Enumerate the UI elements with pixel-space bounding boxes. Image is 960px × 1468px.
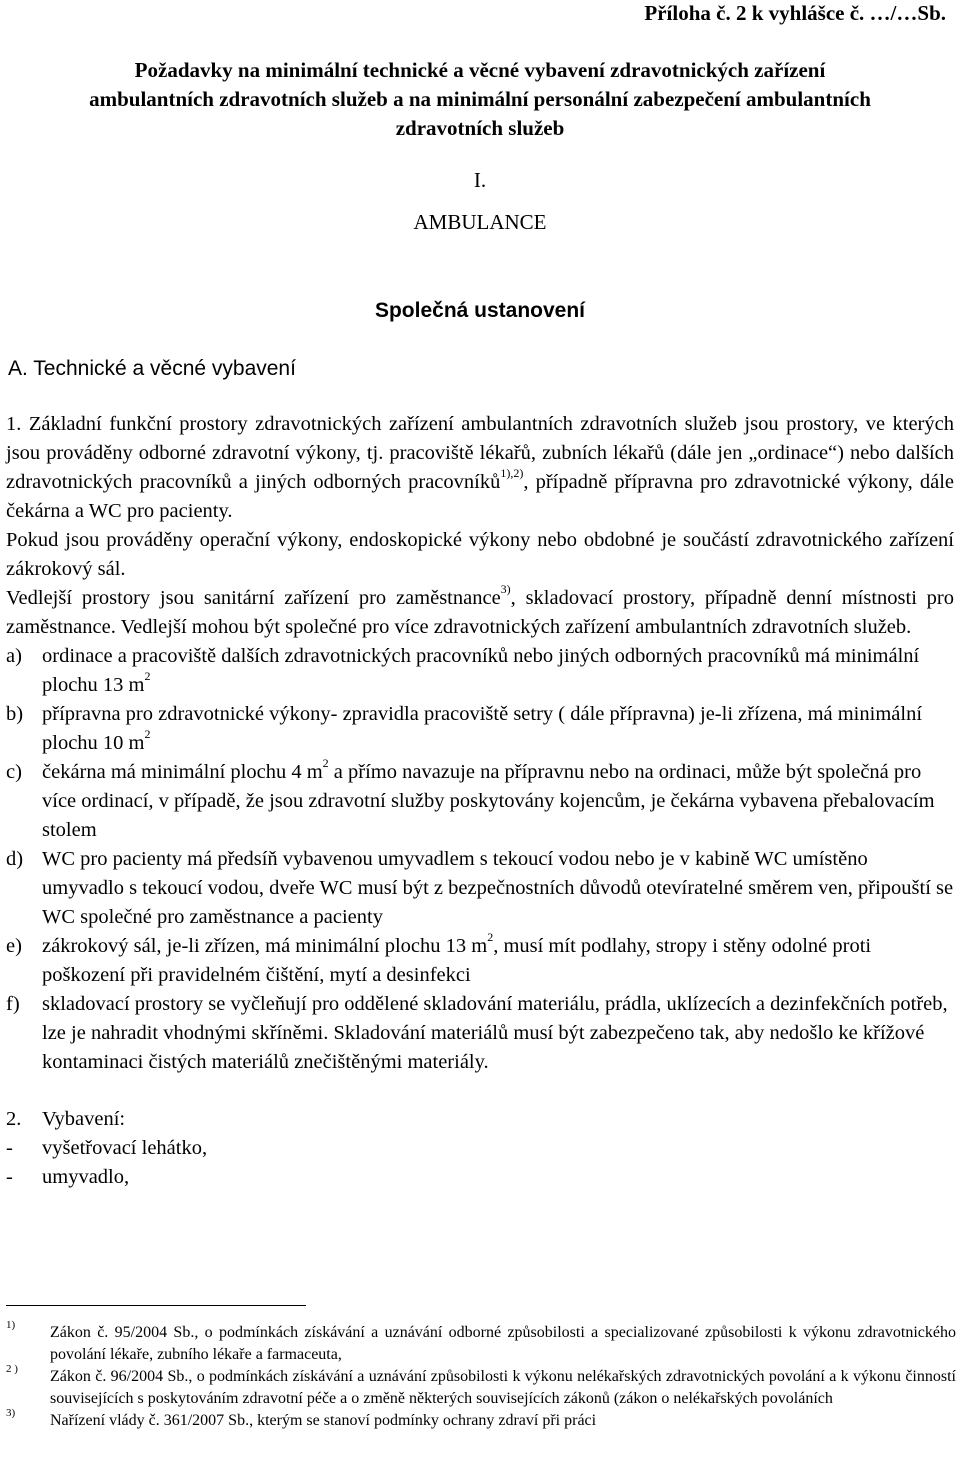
list-item-label: e) xyxy=(6,935,22,957)
paragraph-text: Vedlejší prostory jsou sanitární zařízení pro zaměstnance xyxy=(6,587,501,609)
item-sup: 2 xyxy=(144,727,151,742)
footnote-mark-text: 3) xyxy=(6,1406,16,1419)
list-item-label: d) xyxy=(6,848,24,870)
list-item xyxy=(6,990,954,1077)
annex-label: Příloha č. 2 k vyhlášce č. …/…Sb. xyxy=(644,1,946,25)
paragraph-3 xyxy=(6,584,954,642)
list-item-label: c) xyxy=(6,761,22,783)
item-text: ordinace a pracoviště dalších zdravotnických pracovníků nebo jiných odborných pracovníků má minimální plochu 13 m xyxy=(42,645,920,696)
footnote-mark-text: 1) xyxy=(6,1318,16,1331)
title-line: zdravotních služeb xyxy=(395,116,565,140)
paragraph-text: 1. Základní funkční prostory zdravotnických zařízení ambulantních zdravotních služeb jsou prostory, ve kterých jsou prováděny odborné zdravotní výkony, tj. pracoviště lékařů, zubních lékařů (dále jen „ordinace“) nebo dalších zdravotnických pracovníků a jiných odborných pracovníků xyxy=(6,413,954,493)
item-sup: 2 xyxy=(144,669,151,684)
footnote-ref: 3) xyxy=(500,582,511,597)
paragraph-text: , případně přípravna pro zdravotnické výkony, dále čekárna a WC pro pacienty. xyxy=(6,471,954,522)
equipment-heading xyxy=(6,1105,954,1134)
footnote-text xyxy=(50,1322,956,1366)
item-text: zákrokový sál, je-li zřízen, má minimální plochu 13 m xyxy=(42,935,488,957)
document-title xyxy=(0,56,960,143)
footnote-separator xyxy=(6,1305,306,1306)
item-tail: a přímo navazuje na přípravnu nebo na ordinaci, může být společná pro více ordinací, v případě, že jsou zdravotní služby poskytovány kojencům, je čekárna vybavena přebalovacím stolem xyxy=(42,761,935,841)
footnote-mark xyxy=(6,1362,50,1410)
dash-bullet: - xyxy=(6,1137,13,1159)
equipment-list-item xyxy=(6,1163,954,1192)
item-sup: 2 xyxy=(487,930,494,945)
item-text: skladovací prostory se vyčleňují pro oddělené skladování materiálu, prádla, uklízecích a dezinfekčních potřeb, lze je nahradit vhodnými skříněmi. Skladování materiálů musí být zabezpečeno tak, aby nedošlo ke křížové kontaminaci čistých materiálů znečištěnými materiály. xyxy=(42,993,948,1073)
equipment-list-item xyxy=(6,1134,954,1163)
list-item xyxy=(6,932,954,990)
dash-bullet: - xyxy=(6,1166,13,1188)
list-item-text xyxy=(42,700,954,758)
equipment-title: Vybavení: xyxy=(42,1108,126,1130)
paragraph-2: Pokud jsou prováděny operační výkony, endoskopické výkony nebo obdobné je součástí zdravotnického zařízení zákrokový sál. xyxy=(6,529,954,580)
common-provisions-heading: Společná ustanovení xyxy=(374,299,586,322)
item-text: WC pro pacienty má předsíň vybavenou umyvadlem s tekoucí vodou nebo je v kabině WC umístěno umyvadlo s tekoucí vodou, dveře WC musí být z bezpečnostních důvodů otevíratelné směrem ven, připouští se WC společné pro zaměstnance a pacienty xyxy=(42,848,954,928)
footnote-law: Nařízení vlády č. 361/2007 Sb. xyxy=(50,1412,250,1429)
item-sup: 2 xyxy=(322,756,329,771)
title-line: ambulantních zdravotních služeb a na minimální personální zabezpečení ambulantních xyxy=(89,87,871,111)
list-item-text xyxy=(42,990,954,1077)
list-item xyxy=(6,642,954,700)
item-tail: , musí mít podlahy, stropy i stěny odolné proti poškození při pravidelném čištění, mytí a desinfekci xyxy=(42,935,872,986)
part-name: AMBULANCE xyxy=(413,210,547,234)
footnote-ref: 1),2) xyxy=(500,466,524,481)
footnote-mark xyxy=(6,1406,50,1432)
equipment-item-text: umyvadlo, xyxy=(42,1166,130,1188)
footnote-law: Zákon č. 96/2004 Sb. xyxy=(50,1368,189,1385)
list-item-text xyxy=(42,758,954,845)
footnote-desc: , o podmínkách získávání a uznávání způsobilosti k výkonu nelékařských zdravotnických povolání a k výkonu činností souvisejících s poskytováním zdravotní péče a o změně některých souvisejících zákonů (zákon o nelékařských povoláních xyxy=(50,1368,956,1407)
footnote-text xyxy=(50,1410,956,1432)
spacer xyxy=(6,1077,954,1105)
part-number: I. xyxy=(473,168,487,192)
title-line: Požadavky na minimální technické a věcné vybavení zdravotnických zařízení xyxy=(134,58,826,82)
footnote xyxy=(6,1318,956,1366)
equipment-number: 2. xyxy=(6,1108,22,1130)
section-a-heading: A. Technické a věcné vybavení xyxy=(8,357,296,380)
list-item-text xyxy=(42,845,954,932)
footnote-mark-text: 2 ) xyxy=(6,1362,18,1375)
item-text: čekárna má minimální plochu 4 m xyxy=(42,761,323,783)
list-item-label: f) xyxy=(6,993,20,1015)
list-item xyxy=(6,758,954,845)
document-body xyxy=(6,410,954,1192)
list-item-label: b) xyxy=(6,703,24,725)
footnote-mark xyxy=(6,1318,50,1366)
list-item xyxy=(6,845,954,932)
equipment-item-text: vyšetřovací lehátko, xyxy=(42,1137,208,1159)
list-item-text xyxy=(42,932,954,990)
list-item-text xyxy=(42,642,954,700)
list-item-label: a) xyxy=(6,645,22,667)
footnote-desc: , kterým se stanoví podmínky ochrany zdraví při práci xyxy=(249,1412,597,1429)
paragraph-1 xyxy=(6,410,954,526)
footnote-law: Zákon č. 95/2004 Sb. xyxy=(50,1324,195,1341)
list-item xyxy=(6,700,954,758)
footnote xyxy=(6,1406,956,1432)
footnote-text xyxy=(50,1366,956,1410)
paragraph-text: , skladovací prostory, případně denní místnosti pro zaměstnance. Vedlejší mohou být společné pro více zdravotnických zařízení ambulantních zdravotních služeb. xyxy=(6,587,954,638)
footnote xyxy=(6,1362,956,1410)
footnotes xyxy=(6,1318,956,1432)
item-text: přípravna pro zdravotnické výkony- zpravidla pracoviště setry ( dále přípravna) je-li zřízena, má minimální plochu 10 m xyxy=(42,703,923,754)
footnote-desc: , o podmínkách získávání a uznávání odborné způsobilosti a specializované způsobilosti k výkonu zdravotnického povolání lékaře, zubního lékaře a farmaceuta, xyxy=(50,1324,956,1363)
